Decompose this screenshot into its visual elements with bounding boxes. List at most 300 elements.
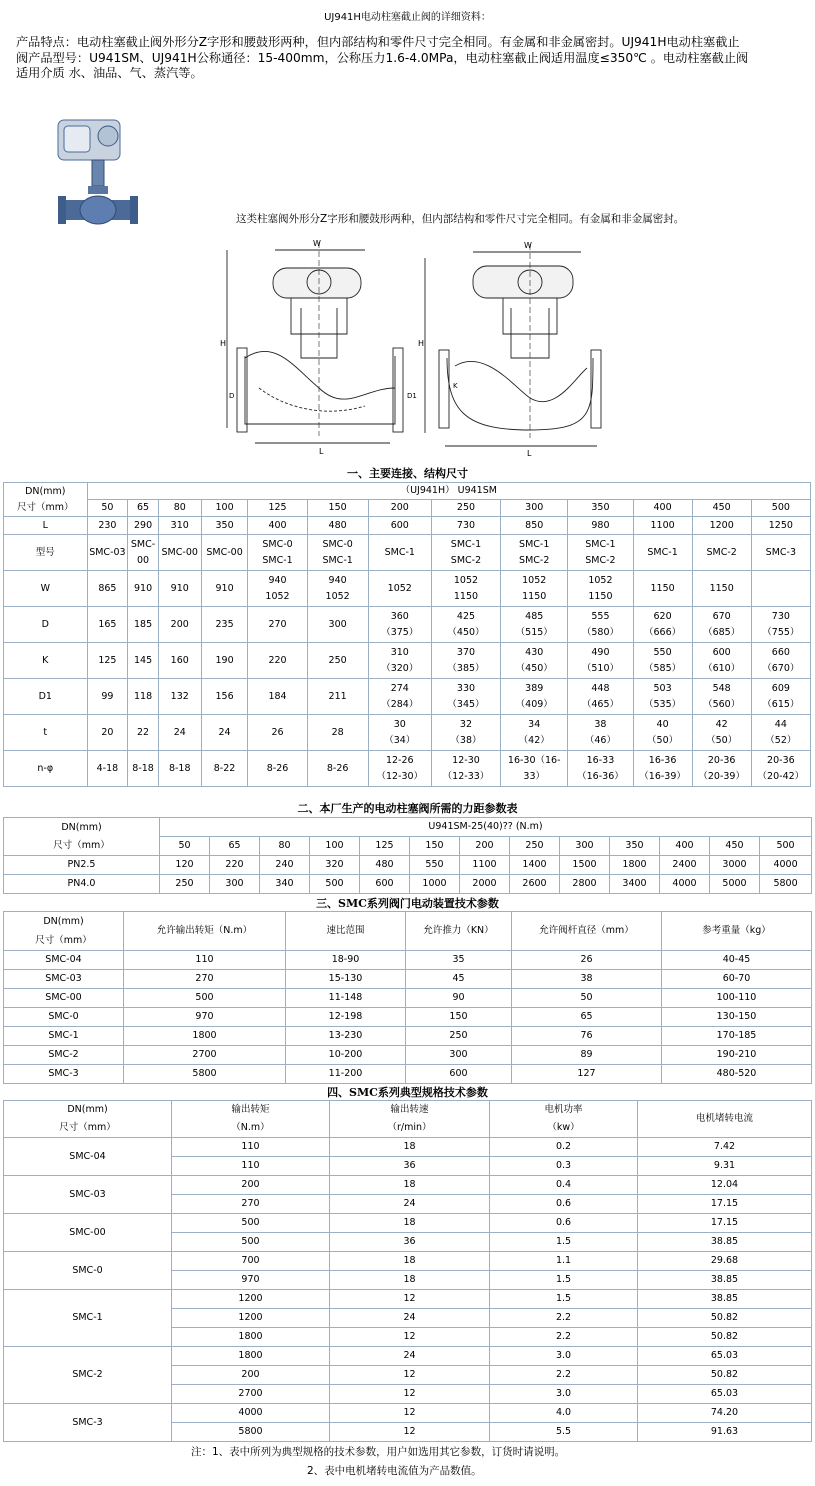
table-cell: 490 （510） xyxy=(568,643,633,679)
dn-header-cell: 400 xyxy=(633,500,692,517)
table-cell: 500 xyxy=(172,1233,330,1252)
table-cell: 17.15 xyxy=(638,1214,812,1233)
model-cell: SMC-2 xyxy=(4,1347,172,1404)
table-row xyxy=(4,679,811,715)
model-cell: SMC-1 xyxy=(4,1290,172,1347)
dn-header-cell: 65 xyxy=(210,837,260,856)
table-cell: 980 xyxy=(568,517,633,535)
table-cell: 2000 xyxy=(460,875,510,894)
table-row xyxy=(4,1404,812,1423)
table-cell: 17.15 xyxy=(638,1195,812,1214)
table-cell: 127 xyxy=(512,1065,662,1084)
row-label: SMC-2 xyxy=(4,1046,124,1065)
model-header: （UJ941H） U941SM xyxy=(87,483,810,500)
model-header: U941SM-25(40)?? (N.m) xyxy=(160,818,812,837)
table-cell: 1052 1150 xyxy=(501,571,568,607)
table-cell: 18-90 xyxy=(286,951,406,970)
table-cell: 24 xyxy=(330,1347,490,1366)
table-cell: 28 xyxy=(307,715,368,751)
table-row xyxy=(4,1290,812,1309)
table-cell: 1800 xyxy=(172,1328,330,1347)
table-cell: 600 xyxy=(406,1065,512,1084)
valve-drawing xyxy=(215,238,605,460)
table-cell: 18 xyxy=(330,1271,490,1290)
table-cell: 0.4 xyxy=(490,1176,638,1195)
dn-header-cell: 450 xyxy=(692,500,751,517)
table-cell: 35 xyxy=(406,951,512,970)
table-cell: 300 xyxy=(406,1046,512,1065)
table-cell: 12 xyxy=(330,1404,490,1423)
table-cell: 2700 xyxy=(124,1046,286,1065)
intro-line: 产品特点：电动柱塞截止阀外形分Z字形和腰鼓形两种，但内部结构和零件尺寸完全相同。有金属和非金属密封。UJ941H电动柱塞截止 xyxy=(16,35,740,49)
table-cell: 24 xyxy=(330,1195,490,1214)
table-cell: 10-200 xyxy=(286,1046,406,1065)
dn-header-cell: 500 xyxy=(760,837,812,856)
label-w-right: W xyxy=(524,241,532,250)
table-cell: 65.03 xyxy=(638,1347,812,1366)
table-cell: 330 （345） xyxy=(431,679,500,715)
table-cell: 20-36 （20-39） xyxy=(692,751,751,787)
table-cell: SMC-1 xyxy=(633,535,692,571)
table-cell: 16-33 （16-36） xyxy=(568,751,633,787)
table-cell: 360 （375） xyxy=(368,607,431,643)
row-label: 型号 xyxy=(4,535,88,571)
table-cell: 1.5 xyxy=(490,1290,638,1309)
table2-title: 二、本厂生产的电动柱塞阀所需的力距参数表 xyxy=(297,802,518,815)
corner-header: DN(mm) 尺寸（mm） xyxy=(4,1101,172,1138)
table-cell: 91.63 xyxy=(638,1423,812,1442)
column-header: 参考重量（kg） xyxy=(662,912,812,951)
table-cell: 74.20 xyxy=(638,1404,812,1423)
table-row xyxy=(4,951,812,970)
drum-type-valve-drawing xyxy=(418,241,601,458)
table-cell: 485 （515） xyxy=(501,607,568,643)
table-cell: 26 xyxy=(512,951,662,970)
table-cell: 65.03 xyxy=(638,1385,812,1404)
table-cell: 36 xyxy=(330,1157,490,1176)
table-cell: 389 （409） xyxy=(501,679,568,715)
table-cell: 38.85 xyxy=(638,1233,812,1252)
row-label: t xyxy=(4,715,88,751)
table-cell: 18 xyxy=(330,1252,490,1271)
table-cell: 700 xyxy=(172,1252,330,1271)
dn-header-cell: 50 xyxy=(87,500,128,517)
dn-header-cell: 100 xyxy=(310,837,360,856)
table-cell: 38 （46） xyxy=(568,715,633,751)
table-cell: 1.1 xyxy=(490,1252,638,1271)
table-cell: 940 1052 xyxy=(307,571,368,607)
table-cell: 1800 xyxy=(172,1347,330,1366)
table-cell: 448 （465） xyxy=(568,679,633,715)
table-cell: 200 xyxy=(158,607,201,643)
table-cell: 8-22 xyxy=(201,751,248,787)
intro-line: 阀产品型号：U941SM、UJ941H公称通径：15-400mm，公称压力1.6-4.0MPa，电动柱塞截止阀适用温度≤350℃ 。电动柱塞截止阀 xyxy=(16,50,749,65)
row-label: D xyxy=(4,607,88,643)
table-cell: 1150 xyxy=(692,571,751,607)
corner-header: DN(mm) 尺寸（mm） xyxy=(4,818,160,856)
dn-header-cell: 125 xyxy=(360,837,410,856)
table-cell: 3.0 xyxy=(490,1385,638,1404)
table-cell: 110 xyxy=(172,1138,330,1157)
row-label: PN4.0 xyxy=(4,875,160,894)
table-cell: SMC-00 xyxy=(128,535,159,571)
table-cell: 1200 xyxy=(172,1290,330,1309)
column-header: 电机堵转电流 xyxy=(638,1101,812,1138)
table-cell: 5800 xyxy=(760,875,812,894)
table-cell: 185 xyxy=(128,607,159,643)
table1-title: 一、主要连接、结构尺寸 xyxy=(347,467,468,480)
table-cell: 38.85 xyxy=(638,1290,812,1309)
table-cell: 4000 xyxy=(660,875,710,894)
table-cell: 1250 xyxy=(751,517,810,535)
table-cell: 5000 xyxy=(710,875,760,894)
table-cell: 1100 xyxy=(460,856,510,875)
table-cell: 2800 xyxy=(560,875,610,894)
spec-table xyxy=(3,1100,812,1442)
table-cell: 1.5 xyxy=(490,1271,638,1290)
table-cell: 132 xyxy=(158,679,201,715)
table-row xyxy=(4,1214,812,1233)
note-1: 注：1、表中所列为典型规格的技术参数，用户如选用其它参数，订货时请说明。 xyxy=(191,1446,566,1458)
page-title: UJ941H电动柱塞截止阀的详细资料： xyxy=(324,12,491,23)
table-cell: 425 （450） xyxy=(431,607,500,643)
table-cell: 480 xyxy=(360,856,410,875)
table-row xyxy=(4,1065,812,1084)
dn-header-cell: 125 xyxy=(248,500,307,517)
table-cell: 9.31 xyxy=(638,1157,812,1176)
table-cell: 26 xyxy=(248,715,307,751)
table-cell: 40 （50） xyxy=(633,715,692,751)
table-cell: 235 xyxy=(201,607,248,643)
table-cell: 38 xyxy=(512,970,662,989)
table-cell: 150 xyxy=(406,1008,512,1027)
table-cell: SMC-0 SMC-1 xyxy=(307,535,368,571)
row-label: SMC-03 xyxy=(4,970,124,989)
column-header: 电机功率 （kw） xyxy=(490,1101,638,1138)
table-cell: 99 xyxy=(87,679,128,715)
dn-header-cell: 250 xyxy=(510,837,560,856)
table-cell: 184 xyxy=(248,679,307,715)
table-cell: 110 xyxy=(172,1157,330,1176)
table-cell: 120 xyxy=(160,856,210,875)
intro-line: 适用介质 水、油品、气、蒸汽等。 xyxy=(16,66,203,80)
table-cell: 300 xyxy=(210,875,260,894)
table-cell: 300 xyxy=(307,607,368,643)
table-cell: 12 xyxy=(330,1385,490,1404)
table-cell: 130-150 xyxy=(662,1008,812,1027)
table-cell: 2700 xyxy=(172,1385,330,1404)
dn-header-cell: 80 xyxy=(260,837,310,856)
table-cell: 211 xyxy=(307,679,368,715)
column-header: 输出转速 （r/min） xyxy=(330,1101,490,1138)
label-k-right: K xyxy=(453,382,458,390)
table-cell: SMC-0 SMC-1 xyxy=(248,535,307,571)
table-cell: 503 （535） xyxy=(633,679,692,715)
table-cell: 18 xyxy=(330,1138,490,1157)
table-cell: 670 （685） xyxy=(692,607,751,643)
table-cell: 550 （585） xyxy=(633,643,692,679)
table-cell: 1000 xyxy=(410,875,460,894)
table-cell: 0.3 xyxy=(490,1157,638,1176)
table-cell: 24 xyxy=(158,715,201,751)
column-header: 输出转矩 （N.m） xyxy=(172,1101,330,1138)
table-cell: 8-18 xyxy=(128,751,159,787)
table-cell: 2.2 xyxy=(490,1309,638,1328)
valve-photo xyxy=(52,116,142,236)
column-header: 允许推力（KN） xyxy=(406,912,512,951)
table-row xyxy=(4,1347,812,1366)
table-cell: 29.68 xyxy=(638,1252,812,1271)
table-cell: 45 xyxy=(406,970,512,989)
dn-header-cell: 200 xyxy=(460,837,510,856)
table-row xyxy=(4,856,812,875)
table-cell: SMC-1 SMC-2 xyxy=(501,535,568,571)
table-cell: 310 xyxy=(158,517,201,535)
model-cell: SMC-3 xyxy=(4,1404,172,1442)
table-row xyxy=(4,715,811,751)
table-cell: 32 （38） xyxy=(431,715,500,751)
table-cell: 5800 xyxy=(172,1423,330,1442)
dn-header-cell: 500 xyxy=(751,500,810,517)
row-label: L xyxy=(4,517,88,535)
row-label: PN2.5 xyxy=(4,856,160,875)
table-cell: 970 xyxy=(124,1008,286,1027)
table-cell: 910 xyxy=(158,571,201,607)
table-cell: 230 xyxy=(87,517,128,535)
table-cell: 970 xyxy=(172,1271,330,1290)
dn-header-cell: 100 xyxy=(201,500,248,517)
dn-header-cell: 300 xyxy=(560,837,610,856)
dn-header-cell: 150 xyxy=(410,837,460,856)
table-cell: 11-148 xyxy=(286,989,406,1008)
dn-header-cell: 150 xyxy=(307,500,368,517)
table-cell: 16-36 （16-39） xyxy=(633,751,692,787)
table-cell: 50 xyxy=(512,989,662,1008)
table-cell: SMC-2 xyxy=(692,535,751,571)
table-cell: 609 （615） xyxy=(751,679,810,715)
table-cell: 290 xyxy=(128,517,159,535)
table-cell: 270 xyxy=(248,607,307,643)
table-cell: 125 xyxy=(87,643,128,679)
table-cell: 76 xyxy=(512,1027,662,1046)
model-cell: SMC-0 xyxy=(4,1252,172,1290)
dn-header-cell: 80 xyxy=(158,500,201,517)
row-label: D1 xyxy=(4,679,88,715)
table-cell: 89 xyxy=(512,1046,662,1065)
table-cell: 480-520 xyxy=(662,1065,812,1084)
label-d: D xyxy=(229,392,235,400)
table-cell: 0.2 xyxy=(490,1138,638,1157)
table-cell: 270 xyxy=(124,970,286,989)
dn-header-cell: 350 xyxy=(610,837,660,856)
table-cell: 100-110 xyxy=(662,989,812,1008)
row-label: SMC-3 xyxy=(4,1065,124,1084)
table-cell: 1400 xyxy=(510,856,560,875)
table-cell: 165 xyxy=(87,607,128,643)
table-cell: 0.6 xyxy=(490,1214,638,1233)
model-cell: SMC-03 xyxy=(4,1176,172,1214)
table3-title: 三、SMC系列阀门电动装置技术参数 xyxy=(316,897,499,910)
table-cell: 7.42 xyxy=(638,1138,812,1157)
table-cell: 12 xyxy=(330,1290,490,1309)
table-cell: 250 xyxy=(307,643,368,679)
table-cell: 274 （284） xyxy=(368,679,431,715)
table-cell: 11-200 xyxy=(286,1065,406,1084)
table-cell: 1800 xyxy=(124,1027,286,1046)
table-cell: 16-30（16-33） xyxy=(501,751,568,787)
actuator-table xyxy=(3,911,812,1084)
dn-header-cell: 450 xyxy=(710,837,760,856)
table-cell: 1.5 xyxy=(490,1233,638,1252)
table-cell: 910 xyxy=(201,571,248,607)
row-label: SMC-1 xyxy=(4,1027,124,1046)
table-cell: 1052 xyxy=(368,571,431,607)
table-cell: 36 xyxy=(330,1233,490,1252)
table-cell: 4000 xyxy=(172,1404,330,1423)
table-cell: 500 xyxy=(310,875,360,894)
table-cell: 60-70 xyxy=(662,970,812,989)
table-cell: 118 xyxy=(128,679,159,715)
model-cell: SMC-04 xyxy=(4,1138,172,1176)
table-cell: 730 xyxy=(431,517,500,535)
label-d1: D1 xyxy=(407,392,417,400)
caption: 这类柱塞阀外形分Z字形和腰鼓形两种，但内部结构和零件尺寸完全相同。有金属和非金属密封。 xyxy=(236,213,685,225)
table-cell: SMC-1 SMC-2 xyxy=(568,535,633,571)
column-header: 允许阀杆直径（mm） xyxy=(512,912,662,951)
table-cell: SMC-3 xyxy=(751,535,810,571)
table-cell: SMC-00 xyxy=(158,535,201,571)
table-cell: 370 （385） xyxy=(431,643,500,679)
table-cell: 156 xyxy=(201,679,248,715)
table-cell: 270 xyxy=(172,1195,330,1214)
table-cell: 220 xyxy=(210,856,260,875)
table-cell: 18 xyxy=(330,1214,490,1233)
table-cell: 4000 xyxy=(760,856,812,875)
table-cell: 1800 xyxy=(610,856,660,875)
table-cell: 500 xyxy=(124,989,286,1008)
table-cell: 30 （34） xyxy=(368,715,431,751)
table-row xyxy=(4,607,811,643)
torque-table xyxy=(3,817,812,894)
table-cell: 310 （320） xyxy=(368,643,431,679)
table-row xyxy=(4,1027,812,1046)
table-cell: 5800 xyxy=(124,1065,286,1084)
table-cell: 40-45 xyxy=(662,951,812,970)
table-cell: 8-26 xyxy=(307,751,368,787)
table-cell: 600 xyxy=(368,517,431,535)
table-cell: 350 xyxy=(201,517,248,535)
row-label: K xyxy=(4,643,88,679)
table-cell: 65 xyxy=(512,1008,662,1027)
z-type-valve-drawing xyxy=(220,239,417,456)
table-cell: 430 （450） xyxy=(501,643,568,679)
table-cell: 1200 xyxy=(172,1309,330,1328)
table-cell: 3000 xyxy=(710,856,760,875)
table-cell: 90 xyxy=(406,989,512,1008)
row-label: SMC-0 xyxy=(4,1008,124,1027)
table-cell: 4.0 xyxy=(490,1404,638,1423)
dn-header-cell: 400 xyxy=(660,837,710,856)
dn-header-cell: 50 xyxy=(160,837,210,856)
table-cell: 660 （670） xyxy=(751,643,810,679)
table-cell: 550 xyxy=(410,856,460,875)
table-cell: 42 （50） xyxy=(692,715,751,751)
table-cell: 13-230 xyxy=(286,1027,406,1046)
table-cell: SMC-00 xyxy=(201,535,248,571)
table-row xyxy=(4,970,812,989)
table-cell: 20 xyxy=(87,715,128,751)
table-cell: 34 （42） xyxy=(501,715,568,751)
dn-header-cell: 200 xyxy=(368,500,431,517)
label-h-right: H xyxy=(418,339,425,348)
dn-header-cell: 350 xyxy=(568,500,633,517)
table-cell: 340 xyxy=(260,875,310,894)
table-cell: 600 （610） xyxy=(692,643,751,679)
table-cell: 12-26 （12-30） xyxy=(368,751,431,787)
table-cell: 240 xyxy=(260,856,310,875)
table-cell: 1200 xyxy=(692,517,751,535)
table-cell: 50.82 xyxy=(638,1366,812,1385)
table-cell xyxy=(751,571,810,607)
table-cell: 1150 xyxy=(633,571,692,607)
table-cell: 5.5 xyxy=(490,1423,638,1442)
table-cell: 110 xyxy=(124,951,286,970)
table-row xyxy=(4,643,811,679)
table-row xyxy=(4,1046,812,1065)
table-cell: 400 xyxy=(248,517,307,535)
table-row xyxy=(4,1176,812,1195)
table-cell: 220 xyxy=(248,643,307,679)
table-cell: 12 xyxy=(330,1423,490,1442)
table-cell: 2600 xyxy=(510,875,560,894)
table-row xyxy=(4,989,812,1008)
label-l-right: L xyxy=(527,449,532,458)
row-label: SMC-04 xyxy=(4,951,124,970)
column-header: 速比范围 xyxy=(286,912,406,951)
table-cell: 320 xyxy=(310,856,360,875)
table-cell: 38.85 xyxy=(638,1271,812,1290)
table-cell: 15-130 xyxy=(286,970,406,989)
table-cell: 600 xyxy=(360,875,410,894)
table-row xyxy=(4,875,812,894)
table-cell: 250 xyxy=(160,875,210,894)
table-cell: 850 xyxy=(501,517,568,535)
dimensions-table xyxy=(3,482,811,787)
table-cell: 12.04 xyxy=(638,1176,812,1195)
table-row xyxy=(4,751,811,787)
table-cell: 50.82 xyxy=(638,1328,812,1347)
table-cell: 24 xyxy=(330,1309,490,1328)
table-cell: 2400 xyxy=(660,856,710,875)
note-2: 2、表中电机堵转电流值为产品数值。 xyxy=(307,1465,482,1477)
table-cell: 1052 1150 xyxy=(568,571,633,607)
table-cell: 145 xyxy=(128,643,159,679)
table-cell: 1100 xyxy=(633,517,692,535)
table-cell: 200 xyxy=(172,1366,330,1385)
table-cell: 3.0 xyxy=(490,1347,638,1366)
table-row xyxy=(4,571,811,607)
table-cell: 12-198 xyxy=(286,1008,406,1027)
dn-header-cell: 65 xyxy=(128,500,159,517)
table-cell: 20-36 （20-42） xyxy=(751,751,810,787)
table-cell: 480 xyxy=(307,517,368,535)
table-row xyxy=(4,535,811,571)
table-cell: SMC-1 SMC-2 xyxy=(431,535,500,571)
table-cell: SMC-1 xyxy=(368,535,431,571)
table-cell: 200 xyxy=(172,1176,330,1195)
table-cell: 555 （580） xyxy=(568,607,633,643)
column-header: 允许输出转矩（N.m） xyxy=(124,912,286,951)
